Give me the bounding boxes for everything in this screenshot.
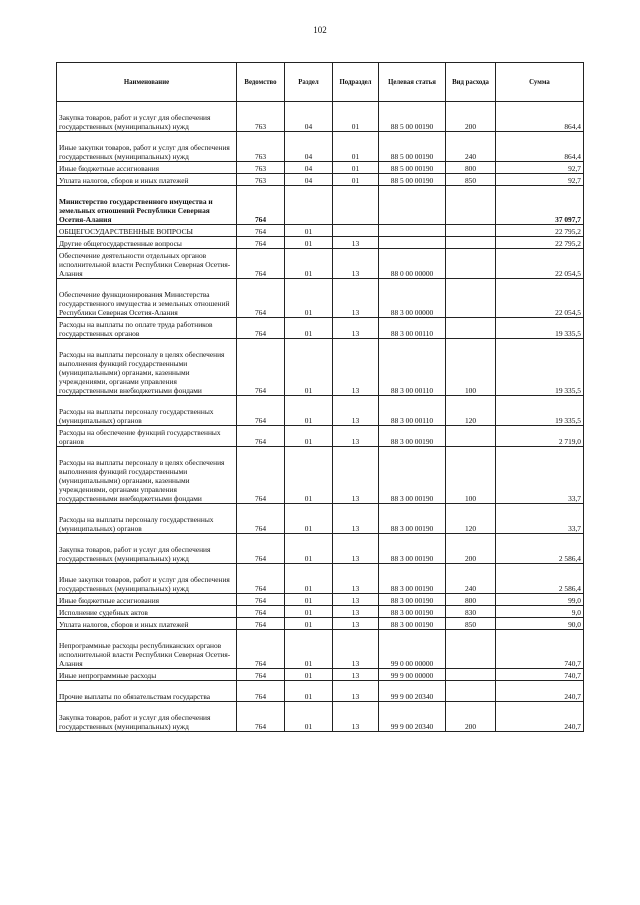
row-vid-cell: 240 [446,564,496,594]
row-ved-cell: 764 [237,504,285,534]
row-vid-cell: 850 [446,618,496,630]
row-sum-cell: 740,7 [496,630,584,669]
row-vid-cell: 200 [446,102,496,132]
header-name: Наименование [57,63,237,102]
row-target-cell: 88 5 00 00190 [379,162,446,174]
row-podrazdel-cell: 01 [333,174,379,186]
row-sum-cell: 240,7 [496,681,584,702]
row-podrazdel-cell: 13 [333,447,379,504]
row-sum-cell: 99,0 [496,594,584,606]
row-podrazdel-cell: 13 [333,534,379,564]
row-podrazdel-cell: 13 [333,279,379,318]
row-sum-cell: 19 335,5 [496,396,584,426]
row-podrazdel-cell: 13 [333,618,379,630]
row-podrazdel-cell: 13 [333,594,379,606]
row-sum-cell: 33,7 [496,504,584,534]
row-vid-cell: 100 [446,447,496,504]
row-name-cell: Расходы на обеспечение функций государственных органов [57,426,237,447]
row-sum-cell: 22 054,5 [496,279,584,318]
row-ved-cell: 764 [237,339,285,396]
row-name-cell: Уплата налогов, сборов и иных платежей [57,618,237,630]
table-row [57,534,584,564]
table-row [57,504,584,534]
row-podrazdel-cell: 13 [333,504,379,534]
row-name-cell: Расходы на выплаты персоналу в целях обеспечения выполнения функций государственными (муниципальными) органами, казенными учреждениями, органами управления государственными внебюджетными фондами [57,339,237,396]
row-vid-cell [446,186,496,225]
row-target-cell: 88 3 00 00000 [379,279,446,318]
row-name-cell: Иные закупки товаров, работ и услуг для обеспечения государственных (муниципальных) нужд [57,132,237,162]
row-target-cell: 88 3 00 00190 [379,426,446,447]
row-vid-cell [446,669,496,681]
row-vid-cell [446,426,496,447]
row-vid-cell: 120 [446,504,496,534]
row-name-cell: Министерство государственного имущества и земельных отношений Республики Северная Осетия-Алания [57,186,237,225]
page-number: 102 [313,25,327,35]
table-row [57,162,584,174]
row-sum-cell: 740,7 [496,669,584,681]
row-ved-cell: 764 [237,249,285,279]
row-sum-cell: 2 586,4 [496,564,584,594]
row-razdel-cell: 01 [285,225,333,237]
row-razdel-cell: 01 [285,534,333,564]
table-row [57,447,584,504]
row-target-cell [379,237,446,249]
row-name-cell: Закупка товаров, работ и услуг для обеспечения государственных (муниципальных) нужд [57,702,237,732]
row-razdel-cell: 01 [285,447,333,504]
row-name-cell: Иные непрограммные расходы [57,669,237,681]
header-ved: Ведомство [237,63,285,102]
row-ved-cell: 764 [237,534,285,564]
row-podrazdel-cell: 13 [333,396,379,426]
row-ved-cell: 763 [237,132,285,162]
row-name-cell: Расходы на выплаты персоналу государственных (муниципальных) органов [57,396,237,426]
row-ved-cell: 764 [237,564,285,594]
row-ved-cell: 764 [237,606,285,618]
row-sum-cell: 240,7 [496,702,584,732]
row-name-cell: Расходы на выплаты персоналу государственных (муниципальных) органов [57,504,237,534]
row-vid-cell: 200 [446,702,496,732]
row-ved-cell: 764 [237,681,285,702]
row-razdel-cell [285,186,333,225]
table-row [57,174,584,186]
row-podrazdel-cell: 01 [333,162,379,174]
header-razdel: Раздел [285,63,333,102]
row-razdel-cell: 01 [285,564,333,594]
row-name-cell: Уплата налогов, сборов и иных платежей [57,174,237,186]
row-vid-cell [446,318,496,339]
row-name-cell: Прочие выплаты по обязательствам государства [57,681,237,702]
row-target-cell: 88 3 00 00190 [379,504,446,534]
row-target-cell: 88 3 00 00110 [379,339,446,396]
row-podrazdel-cell: 01 [333,102,379,132]
row-ved-cell: 763 [237,102,285,132]
row-target-cell: 99 9 00 00000 [379,669,446,681]
row-name-cell: Закупка товаров, работ и услуг для обеспечения государственных (муниципальных) нужд [57,534,237,564]
row-razdel-cell: 04 [285,132,333,162]
row-ved-cell: 764 [237,396,285,426]
row-name-cell: Иные бюджетные ассигнования [57,162,237,174]
row-razdel-cell: 04 [285,174,333,186]
row-vid-cell [446,681,496,702]
row-razdel-cell: 01 [285,318,333,339]
row-target-cell: 88 3 00 00190 [379,618,446,630]
row-sum-cell: 33,7 [496,447,584,504]
row-sum-cell: 92,7 [496,174,584,186]
row-ved-cell: 764 [237,702,285,732]
row-target-cell: 88 3 00 00190 [379,564,446,594]
row-ved-cell: 764 [237,318,285,339]
row-razdel-cell: 01 [285,630,333,669]
row-podrazdel-cell: 13 [333,237,379,249]
row-target-cell: 88 3 00 00190 [379,447,446,504]
table-row [57,225,584,237]
row-target-cell: 88 5 00 00190 [379,132,446,162]
header-sum: Сумма [496,63,584,102]
row-name-cell: Иные бюджетные ассигнования [57,594,237,606]
table-row [57,618,584,630]
row-sum-cell: 92,7 [496,162,584,174]
row-name-cell: Иные закупки товаров, работ и услуг для обеспечения государственных (муниципальных) нужд [57,564,237,594]
row-ved-cell: 764 [237,237,285,249]
table-row [57,606,584,618]
row-vid-cell: 120 [446,396,496,426]
row-ved-cell: 763 [237,162,285,174]
row-target-cell: 99 9 00 20340 [379,702,446,732]
row-sum-cell: 864,4 [496,132,584,162]
row-razdel-cell: 01 [285,681,333,702]
row-vid-cell [446,279,496,318]
row-ved-cell: 764 [237,279,285,318]
row-ved-cell: 764 [237,447,285,504]
row-razdel-cell: 01 [285,237,333,249]
row-ved-cell: 764 [237,630,285,669]
row-target-cell: 88 5 00 00190 [379,102,446,132]
row-name-cell: Непрограммные расходы республиканских органов исполнительной власти Республики Северная Осетия-Алания [57,630,237,669]
table-row [57,396,584,426]
row-sum-cell: 22 054,5 [496,249,584,279]
row-podrazdel-cell: 13 [333,681,379,702]
row-sum-cell: 22 795,2 [496,225,584,237]
row-podrazdel-cell: 13 [333,669,379,681]
row-vid-cell: 200 [446,534,496,564]
row-podrazdel-cell: 13 [333,606,379,618]
row-name-cell: ОБЩЕГОСУДАРСТВЕННЫЕ ВОПРОСЫ [57,225,237,237]
row-sum-cell: 90,0 [496,618,584,630]
row-podrazdel-cell: 01 [333,132,379,162]
table-row [57,426,584,447]
row-ved-cell: 764 [237,669,285,681]
row-name-cell: Обеспечение функционирования Министерства государственного имущества и земельных отношений Республики Северная Осетия-Алания [57,279,237,318]
row-podrazdel-cell: 13 [333,426,379,447]
row-name-cell: Исполнение судебных актов [57,606,237,618]
row-podrazdel-cell: 13 [333,564,379,594]
row-sum-cell: 19 335,5 [496,318,584,339]
table-row [57,339,584,396]
row-razdel-cell: 04 [285,102,333,132]
row-podrazdel-cell [333,186,379,225]
row-podrazdel-cell: 13 [333,702,379,732]
row-name-cell: Другие общегосударственные вопросы [57,237,237,249]
row-ved-cell: 764 [237,426,285,447]
row-ved-cell: 764 [237,225,285,237]
row-vid-cell: 800 [446,162,496,174]
table-row [57,132,584,162]
row-name-cell: Расходы на выплаты персоналу в целях обеспечения выполнения функций государственными (муниципальными) органами, казенными учреждениями, органами управления государственными внебюджетными фондами [57,447,237,504]
table-row [57,594,584,606]
table-row [57,318,584,339]
row-razdel-cell: 01 [285,594,333,606]
row-target-cell: 88 3 00 00190 [379,606,446,618]
table-row [57,186,584,225]
row-podrazdel-cell: 13 [333,318,379,339]
row-razdel-cell: 01 [285,249,333,279]
row-target-cell: 88 0 00 00000 [379,249,446,279]
row-razdel-cell: 01 [285,702,333,732]
table-row [57,630,584,669]
header-vid: Вид расхода [446,63,496,102]
table-row [57,702,584,732]
row-sum-cell: 9,0 [496,606,584,618]
row-vid-cell: 800 [446,594,496,606]
table-row [57,564,584,594]
header-podrazdel: Подраздел [333,63,379,102]
table-row [57,681,584,702]
row-vid-cell [446,249,496,279]
table-row [57,669,584,681]
row-vid-cell: 240 [446,132,496,162]
row-razdel-cell: 01 [285,426,333,447]
row-podrazdel-cell [333,225,379,237]
row-name-cell: Обеспечение деятельности отдельных органов исполнительной власти Республики Северная Осетия-Алания [57,249,237,279]
row-vid-cell [446,237,496,249]
budget-table [56,62,584,732]
table-row [57,102,584,132]
row-razdel-cell: 01 [285,396,333,426]
row-vid-cell: 850 [446,174,496,186]
row-razdel-cell: 01 [285,504,333,534]
row-razdel-cell: 01 [285,669,333,681]
row-name-cell: Закупка товаров, работ и услуг для обеспечения государственных (муниципальных) нужд [57,102,237,132]
row-podrazdel-cell: 13 [333,249,379,279]
header-target: Целевая статья [379,63,446,102]
row-vid-cell [446,225,496,237]
row-ved-cell: 763 [237,174,285,186]
row-razdel-cell: 01 [285,606,333,618]
row-sum-cell: 2 586,4 [496,534,584,564]
row-razdel-cell: 01 [285,279,333,318]
row-razdel-cell: 04 [285,162,333,174]
row-podrazdel-cell: 13 [333,630,379,669]
row-target-cell: 88 3 00 00190 [379,534,446,564]
row-ved-cell: 764 [237,594,285,606]
row-ved-cell: 764 [237,186,285,225]
row-sum-cell: 19 335,5 [496,339,584,396]
row-vid-cell [446,630,496,669]
row-target-cell: 88 3 00 00190 [379,594,446,606]
row-podrazdel-cell: 13 [333,339,379,396]
row-sum-cell: 2 719,0 [496,426,584,447]
row-ved-cell: 764 [237,618,285,630]
table-row [57,249,584,279]
row-target-cell: 99 0 00 00000 [379,630,446,669]
table-header-row [57,63,584,102]
row-target-cell: 88 5 00 00190 [379,174,446,186]
row-target-cell [379,186,446,225]
row-name-cell: Расходы на выплаты по оплате труда работников государственных органов [57,318,237,339]
table-row [57,279,584,318]
row-razdel-cell: 01 [285,339,333,396]
row-sum-cell: 37 097,7 [496,186,584,225]
table-row [57,237,584,249]
row-razdel-cell: 01 [285,618,333,630]
row-vid-cell: 830 [446,606,496,618]
row-target-cell: 88 3 00 00110 [379,396,446,426]
row-sum-cell: 864,4 [496,102,584,132]
row-target-cell: 88 3 00 00110 [379,318,446,339]
row-vid-cell: 100 [446,339,496,396]
row-sum-cell: 22 795,2 [496,237,584,249]
row-target-cell: 99 9 00 20340 [379,681,446,702]
row-target-cell [379,225,446,237]
